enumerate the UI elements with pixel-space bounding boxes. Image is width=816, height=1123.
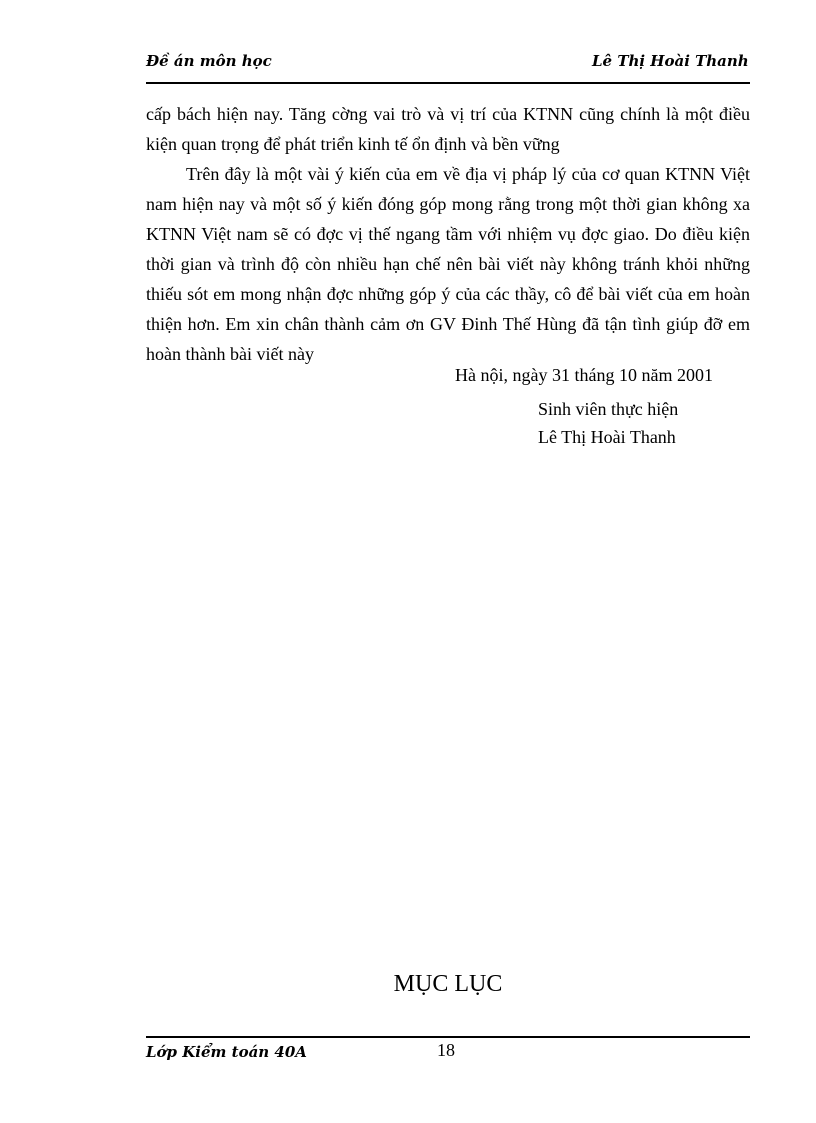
paragraph-2: Trên đây là một vài ý kiến của em về địa vị pháp lý của cơ quan KTNN Việt nam hiện nay và một số ý kiến đóng góp mong rằng trong một thời gian không xa KTNN Việt nam sẽ có đợc vị thế ngang tầm với nhiệm vụ đợc giao. Do điều kiện thời gian và trình độ còn nhiều hạn chế nên bài viết này không tránh khỏi những thiếu sót em mong nhận đợc những góp ý của các thầy, cô để bài viết của em hoàn thiện hơn. Em xin chân thành cảm ơn GV Đinh Thế Hùng đã tận tình giúp đỡ em hoàn thành bài viết này: [146, 164, 750, 364]
header-author-name: Lê Thị Hoài Thanh: [592, 52, 749, 70]
footer-divider: [146, 1036, 750, 1038]
table-of-contents-heading: MỤC LỤC: [393, 971, 503, 997]
body-text: [146, 99, 750, 369]
footer-class-name: Lớp Kiểm toán 40A: [146, 1043, 307, 1061]
signature-name: Lê Thị Hoài Thanh: [538, 427, 676, 447]
paragraph-1: cấp bách hiện nay. Tăng cờng vai trò và vị trí của KTNN cũng chính là một điều kiện quan trọng để phát triển kinh tế ổn định và bền vững: [146, 104, 750, 154]
signature-title: Sinh viên thực hiện: [538, 399, 679, 419]
header-divider: [146, 82, 750, 84]
header-course-title: Đề án môn học: [146, 52, 272, 70]
page-number: 18: [437, 1040, 455, 1060]
signature-date: Hà nội, ngày 31 tháng 10 năm 2001: [455, 365, 713, 385]
